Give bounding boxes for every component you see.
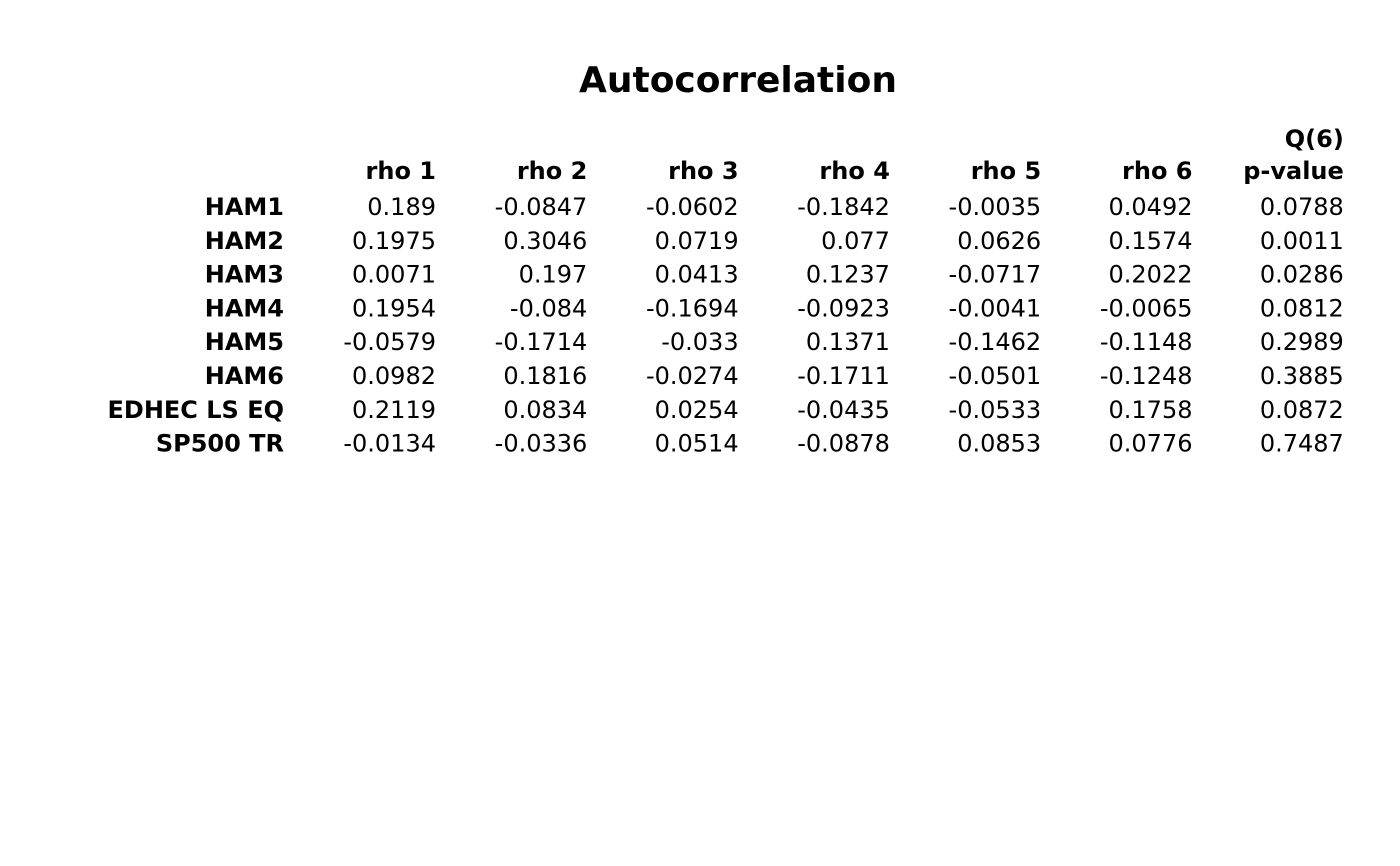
table-cell: 0.077 <box>821 226 890 255</box>
table-cell: 0.2119 <box>352 395 436 424</box>
table-cell: 0.0413 <box>654 260 739 289</box>
table-cell: -0.0923 <box>797 294 890 323</box>
row-label: HAM1 <box>204 193 284 221</box>
table-row <box>205 261 1344 289</box>
table-row <box>108 396 1344 424</box>
table-row <box>205 227 1344 255</box>
table-body <box>108 193 1344 458</box>
table-cell: 0.0872 <box>1259 395 1344 424</box>
column-header: rho 5 <box>970 157 1042 185</box>
table-cell: -0.1711 <box>797 362 890 390</box>
row-label: HAM4 <box>204 294 284 323</box>
table-cell: 0.0982 <box>352 362 436 390</box>
column-headers <box>366 125 1344 185</box>
column-header: rho 1 <box>365 157 436 185</box>
table-cell: 0.0071 <box>352 260 436 289</box>
table-title: Autocorrelation <box>579 60 897 101</box>
column-header: rho 6 <box>1122 157 1193 185</box>
table-cell: 0.0788 <box>1259 193 1344 221</box>
table-cell: -0.1148 <box>1099 328 1193 357</box>
table-cell: -0.1714 <box>494 328 588 357</box>
table-cell: 0.3046 <box>503 226 588 255</box>
table-cell: 0.0626 <box>957 226 1042 255</box>
table-cell: -0.0435 <box>797 395 890 424</box>
table-cell: 0.2989 <box>1259 328 1344 357</box>
row-label: SP500 TR <box>155 429 284 458</box>
table-cell: -0.0717 <box>948 260 1042 289</box>
column-header: rho 3 <box>668 157 739 185</box>
table-cell: -0.0035 <box>948 193 1042 221</box>
column-header: p-value <box>1243 157 1344 185</box>
table-cell: -0.0274 <box>645 362 739 390</box>
table-cell: 0.1371 <box>805 328 890 357</box>
table-cell: -0.1842 <box>797 193 890 221</box>
table-cell: 0.3885 <box>1259 362 1344 390</box>
table-cell: -0.033 <box>661 328 739 357</box>
table-cell: -0.0847 <box>494 193 588 221</box>
table-cell: -0.0336 <box>494 429 588 458</box>
column-header: rho 4 <box>819 157 890 185</box>
table-cell: 0.1975 <box>352 226 436 255</box>
table-cell: 0.189 <box>367 193 436 221</box>
table-row <box>205 294 1344 322</box>
column-header: Q(6) <box>1284 125 1344 153</box>
table-row <box>205 328 1344 356</box>
row-label: HAM2 <box>204 226 284 255</box>
table-cell: 0.0812 <box>1259 294 1344 323</box>
table-cell: 0.0492 <box>1108 193 1193 221</box>
table-cell: 0.0776 <box>1108 429 1193 458</box>
table-cell: -0.0602 <box>645 193 739 221</box>
table-cell: -0.1248 <box>1099 362 1193 390</box>
table-cell: -0.0041 <box>948 294 1042 323</box>
table-cell: 0.1574 <box>1108 226 1193 255</box>
table-cell: -0.1462 <box>948 328 1042 357</box>
table-cell: 0.7487 <box>1259 429 1344 458</box>
table-cell: 0.0719 <box>654 226 739 255</box>
table-row <box>156 430 1344 458</box>
table-cell: 0.1237 <box>805 260 890 289</box>
row-label: HAM3 <box>204 260 284 289</box>
table-cell: -0.0533 <box>948 395 1042 424</box>
table-cell: 0.0286 <box>1259 260 1344 289</box>
table-row <box>205 193 1344 221</box>
table-cell: 0.1758 <box>1108 395 1193 424</box>
table-row <box>205 362 1344 390</box>
table-cell: 0.197 <box>518 260 588 289</box>
table-cell: -0.084 <box>509 294 588 323</box>
column-header: rho 2 <box>516 157 588 185</box>
table-cell: 0.0254 <box>654 395 739 424</box>
table-cell: -0.0878 <box>797 429 890 458</box>
table-cell: 0.0514 <box>654 429 739 458</box>
row-label: EDHEC LS EQ <box>107 395 284 424</box>
table-cell: 0.0011 <box>1259 226 1344 255</box>
table-cell: -0.0501 <box>948 362 1042 390</box>
row-label: HAM6 <box>204 362 284 390</box>
row-label: HAM5 <box>204 328 284 357</box>
table-cell: 0.1816 <box>503 362 588 390</box>
table-cell: -0.0065 <box>1099 294 1193 323</box>
table-cell: -0.1694 <box>645 294 739 323</box>
table-cell: 0.1954 <box>352 294 436 323</box>
table-cell: 0.0834 <box>503 395 588 424</box>
table-cell: -0.0579 <box>343 328 436 357</box>
table-cell: -0.0134 <box>343 429 436 458</box>
table-cell: 0.0853 <box>957 429 1042 458</box>
table-cell: 0.2022 <box>1108 260 1193 289</box>
